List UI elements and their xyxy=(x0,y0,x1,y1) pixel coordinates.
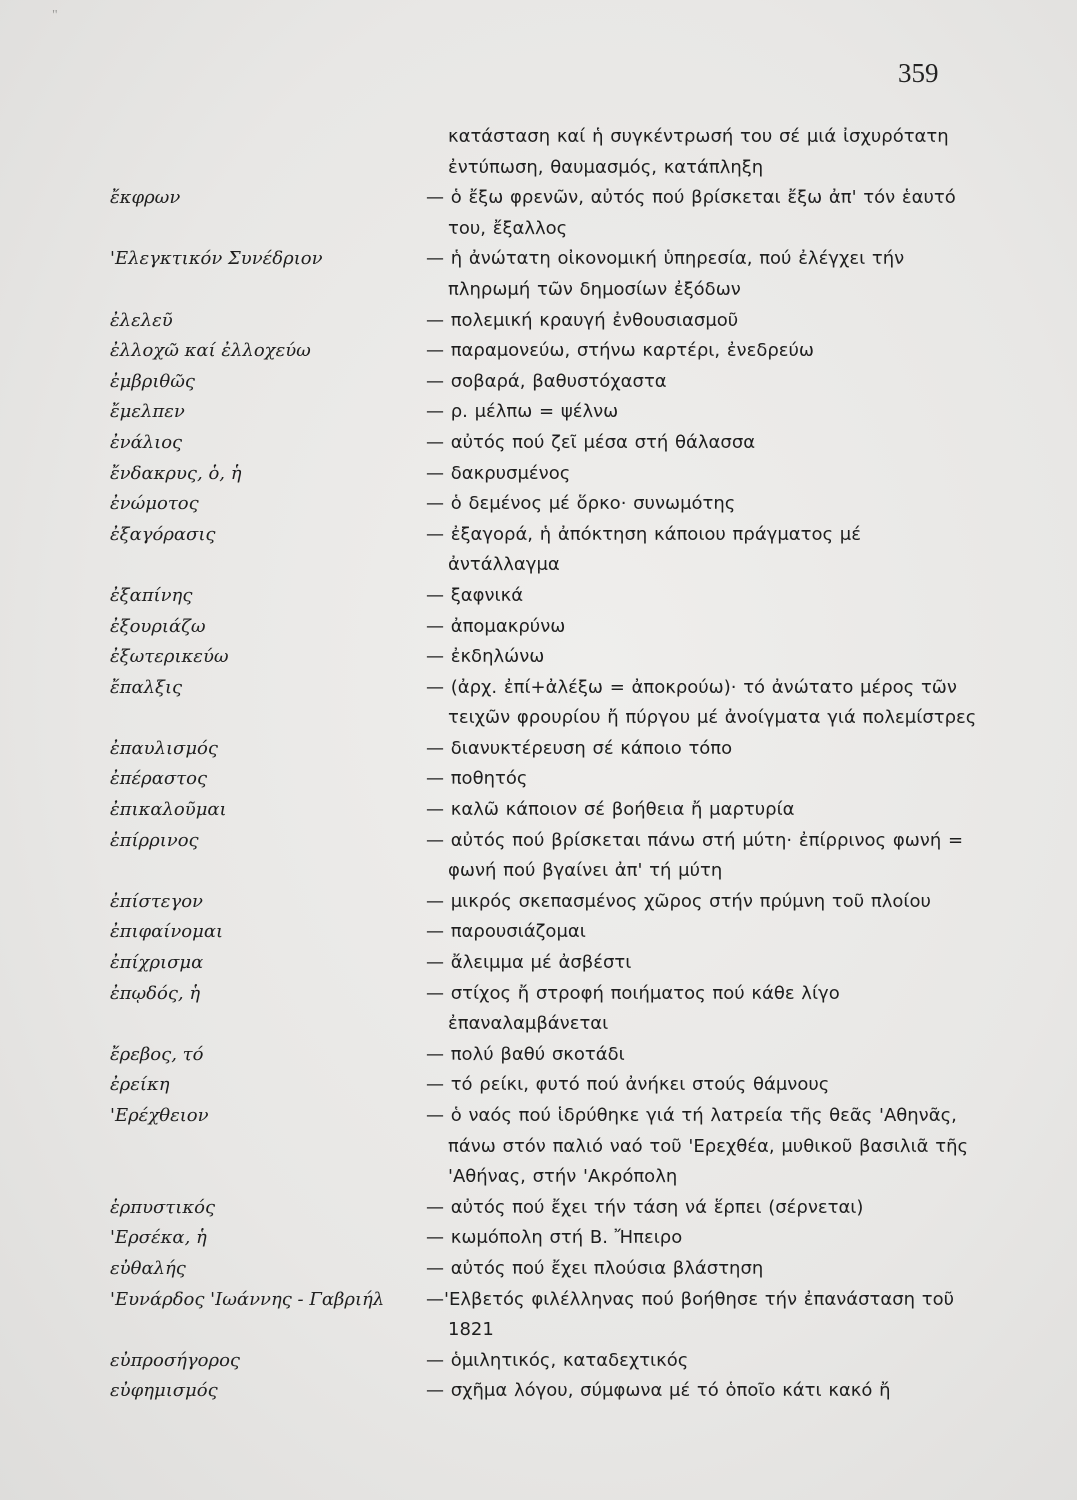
glossary-entry xyxy=(0,489,1077,520)
entry-term: ἐπικαλοῦμαι xyxy=(110,799,227,821)
entry-definition: — ὁ ἔξω φρενῶν, αὐτός πού βρίσκεται ἔξω ἀπ' τόν ἑαυτό του, ἔξαλλος xyxy=(426,187,956,239)
entry-term: ἔμελπεν xyxy=(110,401,185,423)
entry-term: ἔπαλξις xyxy=(110,676,183,698)
entry-term: 'Ερσέκα, ἡ xyxy=(110,1227,207,1249)
glossary-entry xyxy=(0,1376,1077,1407)
glossary-entry xyxy=(0,948,1077,979)
entry-term: ἐνώμοτος xyxy=(110,493,199,515)
entry-term: ἐξωτερικεύω xyxy=(110,646,229,668)
entry-term: ἐπιφαίνομαι xyxy=(110,921,224,943)
glossary-entry xyxy=(0,1070,1077,1101)
glossary-entry xyxy=(0,122,1077,183)
entry-definition: — μικρός σκεπασμένος χῶρος στήν πρύμνη τοῦ πλοίου xyxy=(426,890,931,912)
entry-term: ἐξαγόρασις xyxy=(110,523,216,545)
glossary-entry xyxy=(0,673,1077,734)
glossary-entry xyxy=(0,244,1077,305)
entry-definition: — καλῶ κάποιον σέ βοήθεια ἤ μαρτυρία xyxy=(426,799,795,821)
entry-definition: — ἀπομακρύνω xyxy=(426,615,566,637)
entry-definition: — ὁ ναός πού ἱδρύθηκε γιά τή λατρεία τῆς θεᾶς 'Αθηνᾶς, πάνω στόν παλιό ναό τοῦ 'Ερεχθέα, μυθικοῦ βασιλιᾶ τῆς 'Αθήνας, στήν 'Ακρόπολη xyxy=(426,1105,969,1188)
entry-term: ἐνάλιος xyxy=(110,431,183,453)
glossary-entry xyxy=(0,336,1077,367)
glossary-entry xyxy=(0,795,1077,826)
entry-term: ἐλλοχῶ καί ἐλλοχεύω xyxy=(110,340,311,362)
glossary-entry xyxy=(0,979,1077,1040)
entry-definition: — παρουσιάζομαι xyxy=(426,921,586,943)
entry-term: ἐμβριθῶς xyxy=(110,370,195,392)
entry-definition: — (ἀρχ. ἐπί+ἀλέξω = ἀποκρούω)· τό ἀνώτατο μέρος τῶν τειχῶν φρουρίου ἤ πύργου μέ ἀνοίγματα γιά πολεμίστρες xyxy=(426,676,977,729)
entry-definition: — κωμόπολη στή Β. Ἤπειρο xyxy=(426,1227,683,1249)
entry-definition: — σοβαρά, βαθυστόχαστα xyxy=(426,370,667,392)
entry-term: ἐπέραστος xyxy=(110,768,208,790)
entry-term: ἐπίχρισμα xyxy=(110,952,204,974)
glossary-entry xyxy=(0,397,1077,428)
glossary-entry xyxy=(0,306,1077,337)
entry-term: ἑρπυστικός xyxy=(110,1196,216,1218)
entry-definition: — αὐτός πού ζεῖ μέσα στή θάλασσα xyxy=(426,431,756,453)
entry-definition: — σχῆμα λόγου, σύμφωνα μέ τό ὁποῖο κάτι κακό ἤ xyxy=(426,1380,891,1402)
glossary-entry xyxy=(0,459,1077,490)
glossary-entry xyxy=(0,428,1077,459)
glossary-entry xyxy=(0,183,1077,244)
entry-definition: — ἄλειμμα μέ ἀσβέστι xyxy=(426,952,632,974)
entry-term: εὐφημισμός xyxy=(110,1380,218,1402)
entry-term: ἐπίρρινος xyxy=(110,829,199,851)
entry-term: 'Ευνάρδος 'Ιωάννης - Γαβριήλ xyxy=(110,1288,385,1310)
glossary-entry xyxy=(0,367,1077,398)
glossary-entry xyxy=(0,887,1077,918)
entry-definition: — πολύ βαθύ σκοτάδι xyxy=(426,1043,625,1065)
glossary-entry xyxy=(0,1254,1077,1285)
entry-definition: — ποθητός xyxy=(426,768,528,790)
glossary-entry xyxy=(0,1193,1077,1224)
entry-definition: — ρ. μέλπω = ψέλνω xyxy=(426,401,619,423)
entry-definition: — ἐκδηλώνω xyxy=(426,646,545,668)
glossary-entry xyxy=(0,734,1077,765)
corner-mark: " xyxy=(52,8,58,23)
entry-term: ἔκφρων xyxy=(110,187,181,209)
entry-definition: — αὐτός πού ἔχει πλούσια βλάστηση xyxy=(426,1257,764,1279)
entry-definition: — ὁ δεμένος μέ ὅρκο· συνωμότης xyxy=(426,493,736,515)
glossary-entry xyxy=(0,612,1077,643)
entry-definition: — ξαφνικά xyxy=(426,584,524,606)
glossary-entry xyxy=(0,1346,1077,1377)
entry-term: ἐπαυλισμός xyxy=(110,737,218,759)
entry-definition: κατάσταση καί ἡ συγκέντρωσή του σέ μιά ἰσχυρότατη ἐντύπωση, θαυμασμός, κατάπληξη xyxy=(448,126,949,178)
entry-definition: — ἐξαγορά, ἡ ἀπόκτηση κάποιου πράγματος μέ ἀντάλλαγμα xyxy=(426,523,861,576)
entry-term: εὐπροσήγορος xyxy=(110,1349,241,1371)
glossary-entry xyxy=(0,520,1077,581)
entry-definition: — τό ρείκι, φυτό πού ἀνήκει στούς θάμνους xyxy=(426,1074,830,1096)
glossary-entry xyxy=(0,581,1077,612)
entry-definition: — διανυκτέρευση σέ κάποιο τόπο xyxy=(426,737,733,759)
entry-definition: — ἡ ἀνώτατη οἰκονομική ὑπηρεσία, πού ἐλέγχει τήν πληρωμή τῶν δημοσίων ἐξόδων xyxy=(426,248,905,300)
entry-definition: — αὐτός πού ἔχει τήν τάση νά ἕρπει (σέρνεται) xyxy=(426,1196,864,1218)
entry-term: ἐπῳδός, ἡ xyxy=(110,982,201,1004)
page-number: 359 xyxy=(898,58,939,88)
entry-term: ἐρείκη xyxy=(110,1074,170,1096)
glossary-entry xyxy=(0,917,1077,948)
glossary-entry xyxy=(0,642,1077,673)
entry-term: ἐπίστεγον xyxy=(110,890,203,912)
entry-term: ἐξαπίνης xyxy=(110,584,193,606)
glossary-entry xyxy=(0,1040,1077,1071)
glossary-entry xyxy=(0,764,1077,795)
entry-term: εὐθαλής xyxy=(110,1257,186,1279)
entry-term: ἐξουριάζω xyxy=(110,615,206,637)
glossary-entry xyxy=(0,1101,1077,1193)
entry-definition: — δακρυσμένος xyxy=(426,462,571,484)
entry-definition: — αὐτός πού βρίσκεται πάνω στή μύτη· ἐπίρρινος φωνή = φωνή πού βγαίνει ἀπ' τή μύτη xyxy=(426,829,964,882)
glossary-list xyxy=(0,122,1077,1407)
entry-term: ἔνδακρυς, ὁ, ἡ xyxy=(110,462,242,484)
entry-definition: — παραμονεύω, στήνω καρτέρι, ἐνεδρεύω xyxy=(426,340,814,362)
entry-term: 'Ελεγκτικόν Συνέδριον xyxy=(110,248,323,270)
glossary-entry xyxy=(0,1285,1077,1346)
glossary-entry xyxy=(0,826,1077,887)
entry-definition: — στίχος ἤ στροφή ποιήματος πού κάθε λίγο ἐπαναλαμβάνεται xyxy=(426,982,840,1035)
entry-definition: — ὁμιλητικός, καταδεχτικός xyxy=(426,1349,689,1371)
entry-definition: —'Ελβετός φιλέλληνας πού βοήθησε τήν ἐπανάσταση τοῦ 1821 xyxy=(426,1288,955,1341)
entry-term: ἔρεβος, τό xyxy=(110,1043,204,1065)
entry-term: ἐλελεῦ xyxy=(110,309,173,331)
glossary-entry xyxy=(0,1223,1077,1254)
entry-term: 'Ερέχθειον xyxy=(110,1105,209,1126)
entry-definition: — πολεμική κραυγή ἐνθουσιασμοῦ xyxy=(426,309,739,331)
